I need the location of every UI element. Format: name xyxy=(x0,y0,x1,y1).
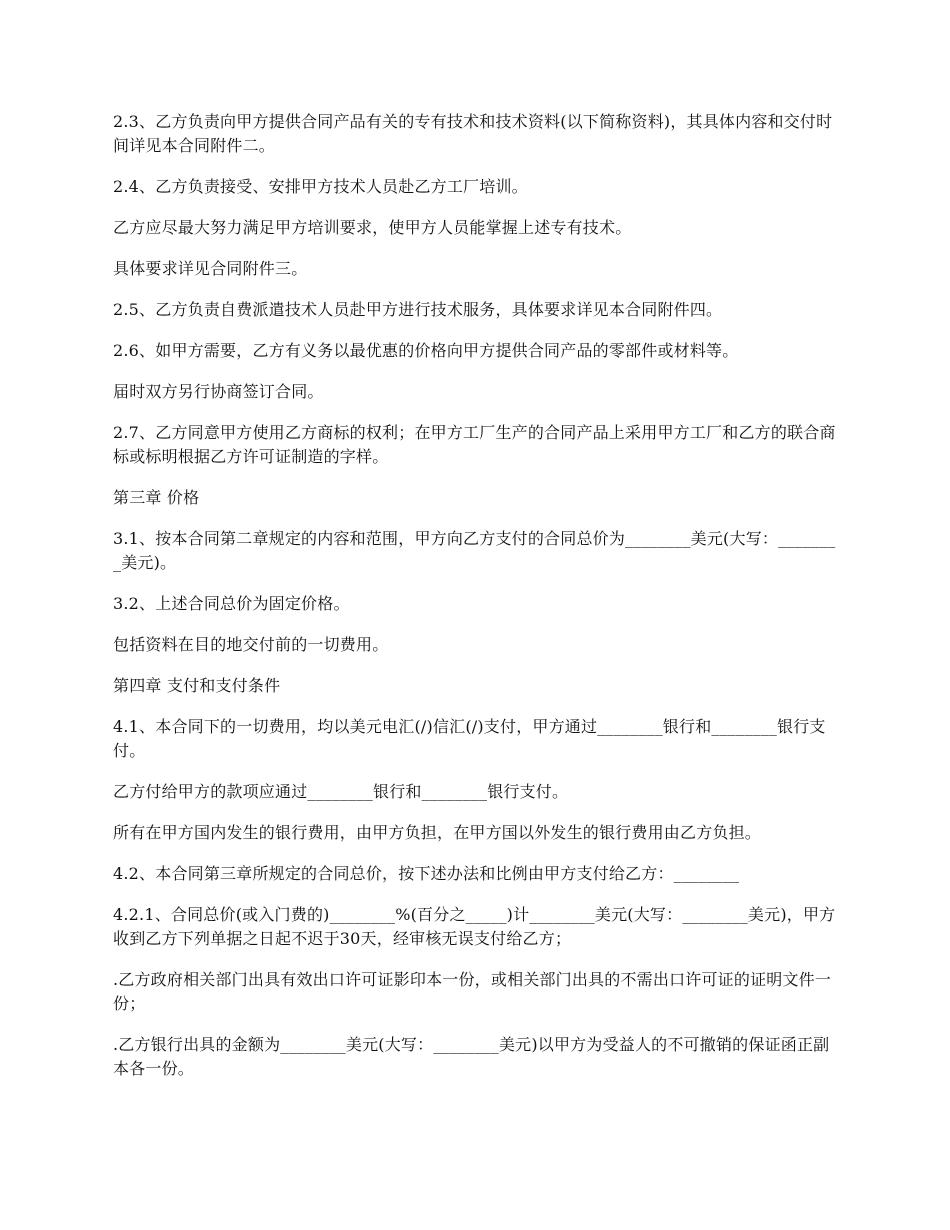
clause-2-5: 2.5、乙方负责自费派遣技术人员赴甲方进行技术服务，具体要求详见本合同附件四。 xyxy=(113,300,723,319)
paragraph-separate-contract: 届时双方另行协商签订合同。 xyxy=(113,382,324,401)
document-page xyxy=(113,110,843,1098)
chapter-3-heading: 第三章 价格 xyxy=(113,488,200,507)
clause-3-2: 3.2、上述合同总价为固定价格。 xyxy=(113,594,350,613)
clause-4-1: 4.1、本合同下的一切费用，均以美元电汇(/)信汇(/)支付，甲方通过________银行和________银行支付。 xyxy=(113,717,826,760)
paragraph-bank-fees: 所有在甲方国内发生的银行费用，由甲方负担，在甲方国以外发生的银行费用由乙方负担。 xyxy=(113,823,762,842)
clause-4-2: 4.2、本合同第三章所规定的合同总价，按下述办法和比例由甲方支付给乙方：________ xyxy=(113,864,740,883)
chapter-4-heading: 第四章 支付和支付条件 xyxy=(113,676,281,695)
clause-2-7: 2.7、乙方同意甲方使用乙方商标的权利；在甲方工厂生产的合同产品上采用甲方工厂和乙方的联合商标或标明根据乙方许可证制造的字样。 xyxy=(113,423,836,466)
paragraph-export-license: .乙方政府相关部门出具有效出口许可证影印本一份，或相关部门出具的不需出口许可证的证明文件一份； xyxy=(113,970,832,1013)
paragraph-bank-guarantee: .乙方银行出具的金额为________美元(大写：________美元)以甲方为受益人的不可撤销的保证函正副本各一份。 xyxy=(113,1035,830,1078)
clause-2-3: 2.3、乙方负责向甲方提供合同产品有关的专有技术和技术资料(以下简称资料)，其具体内容和交付时间详见本合同附件二。 xyxy=(113,112,833,155)
clause-3-1: 3.1、按本合同第二章规定的内容和范围，甲方向乙方支付的合同总价为________美元(大写：________美元)。 xyxy=(113,529,836,572)
paragraph-annex-3: 具体要求详见合同附件三。 xyxy=(113,259,308,278)
clause-2-4: 2.4、乙方负责接受、安排甲方技术人员赴乙方工厂培训。 xyxy=(113,177,528,196)
paragraph-included-costs: 包括资料在目的地交付前的一切费用。 xyxy=(113,635,389,654)
paragraph-payment-banks: 乙方付给甲方的款项应通过________银行和________银行支付。 xyxy=(113,782,569,801)
clause-2-6: 2.6、如甲方需要，乙方有义务以最优惠的价格向甲方提供合同产品的零部件或材料等。 xyxy=(113,341,739,360)
clause-4-2-1: 4.2.1、合同总价(或入门费的)________%(百分之_____)计________美元(大写：________美元)，甲方收到乙方下列单据之日起不迟于30天，经审核无误支付给乙方； xyxy=(113,905,836,948)
paragraph-training: 乙方应尽最大努力满足甲方培训要求，使甲方人员能掌握上述专有技术。 xyxy=(113,218,632,237)
